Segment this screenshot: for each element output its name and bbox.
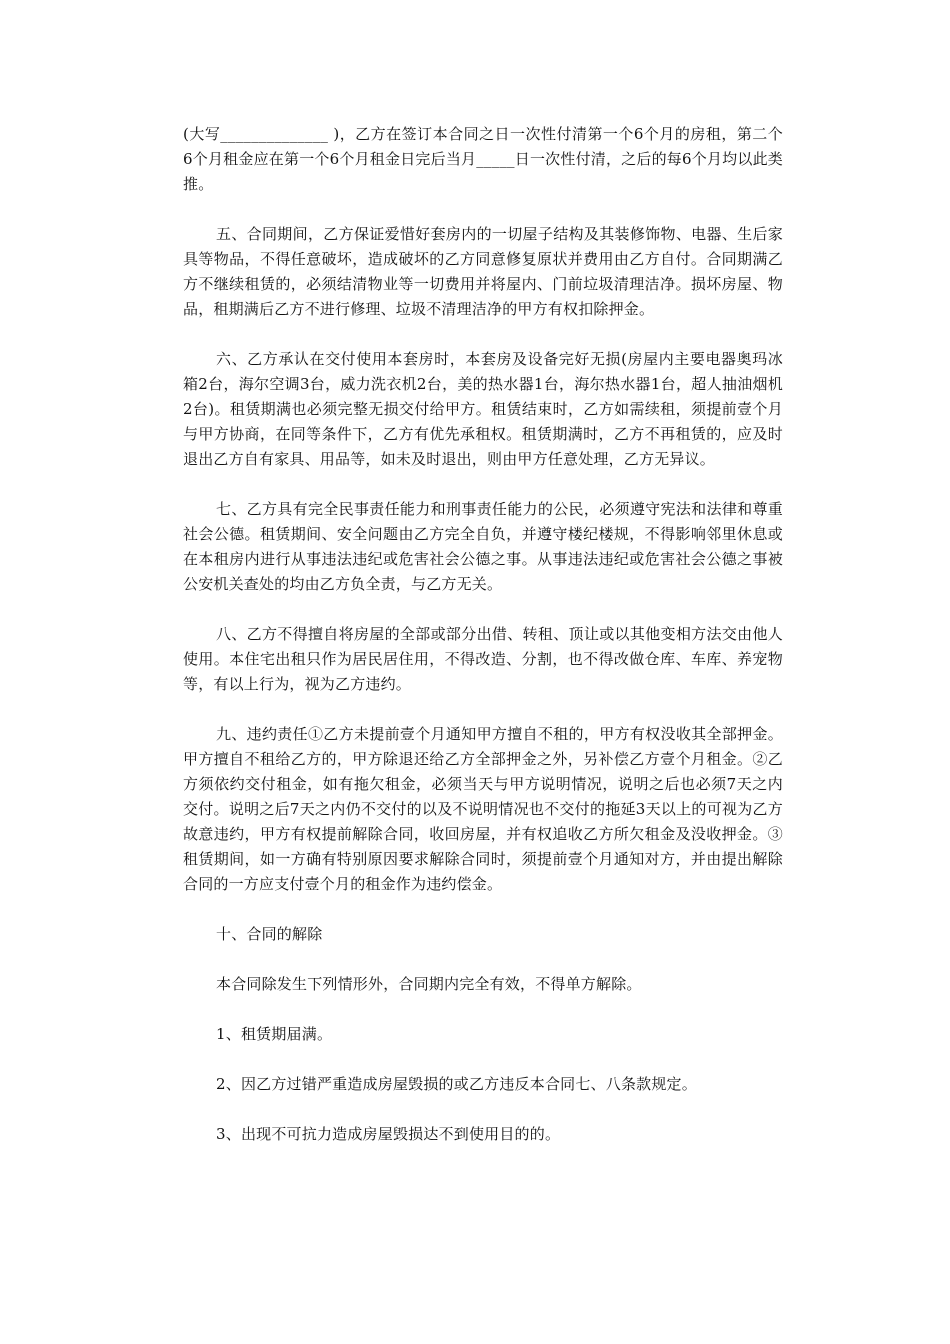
clause-6-handover-condition: 六、乙方承认在交付使用本套房时，本套房及设备完好无损(房屋内主要电器奥玛冰箱2台，海尔空调3台，威力洗衣机2台，美的热水器1台，海尔热水器1台，超人抽油烟机2台)。租赁期满也必须完整无损交付给甲方。租赁结束时，乙方如需续租，须提前壹个月与甲方协商，在同等条件下，乙方有优先承租权。租赁期满时，乙方不再租赁的，应及时退出乙方自有家具、用品等，如未及时退出，则由甲方任意处理，乙方无异议。 <box>183 350 783 468</box>
clause-10-heading: 十、合同的解除 <box>216 925 323 943</box>
clause-10-intro: 本合同除发生下列情形外，合同期内完全有效，不得单方解除。 <box>216 975 642 993</box>
clause-9-breach-liability: 九、违约责任①乙方未提前壹个月通知甲方擅自不租的，甲方有权没收其全部押金。甲方擅自不租给乙方的，甲方除退还给乙方全部押金之外，另补偿乙方壹个月租金。②乙方须依约交付租金，如有拖欠租金，必须当天与甲方说明情况，说明之后也必须7天之内交付。说明之后7天之内仍不交付的以及不说明情况也不交付的拖延3天以上的可视为乙方故意违约，甲方有权提前解除合同，收回房屋，并有权追收乙方所欠租金及没收押金。③租赁期间，如一方确有特别原因要求解除合同时，须提前壹个月通知对方，并由提出解除合同的一方应支付壹个月的租金作为违约偿金。 <box>183 725 783 893</box>
document-body <box>183 122 783 1147</box>
clause-10-item-3: 3、出现不可抗力造成房屋毁损达不到使用目的的。 <box>216 1125 561 1143</box>
paragraph-rent-payment-continuation: (大写______________ )，乙方在签订本合同之日一次性付清第一个6个月的房租，第二个6个月租金应在第一个6个月租金日完后当月_____日一次性付清，之后的每6个月均以此类推。 <box>183 125 783 193</box>
clause-8-subletting: 八、乙方不得擅自将房屋的全部或部分出借、转租、顶让或以其他变相方法交由他人使用。本住宅出租只作为居民居住用，不得改造、分割，也不得改做仓库、车库、养宠物等，有以上行为，视为乙方违约。 <box>183 625 783 693</box>
clause-5-maintenance: 五、合同期间，乙方保证爱惜好套房内的一切屋子结构及其装修饰物、电器、生后家具等物品，不得任意破坏，造成破坏的乙方同意修复原状并费用由乙方自付。合同期满乙方不继续租赁的，必须结清物业等一切费用并将屋内、门前垃圾清理洁净。损坏房屋、物品，租期满后乙方不进行修理、垃圾不清理洁净的甲方有权扣除押金。 <box>183 225 783 318</box>
clause-10-item-1: 1、租赁期届满。 <box>216 1025 333 1043</box>
clause-10-item-2: 2、因乙方过错严重造成房屋毁损的或乙方违反本合同七、八条款规定。 <box>216 1075 697 1093</box>
clause-7-legal-responsibility: 七、乙方具有完全民事责任能力和刑事责任能力的公民，必须遵守宪法和法律和尊重社会公德。租赁期间、安全问题由乙方完全自负，并遵守楼纪楼规，不得影响邻里休息或在本租房内进行从事违法违纪或危害社会公德之事。从事违法违纪或危害社会公德之事被公安机关查处的均由乙方负全责，与乙方无关。 <box>183 500 783 593</box>
